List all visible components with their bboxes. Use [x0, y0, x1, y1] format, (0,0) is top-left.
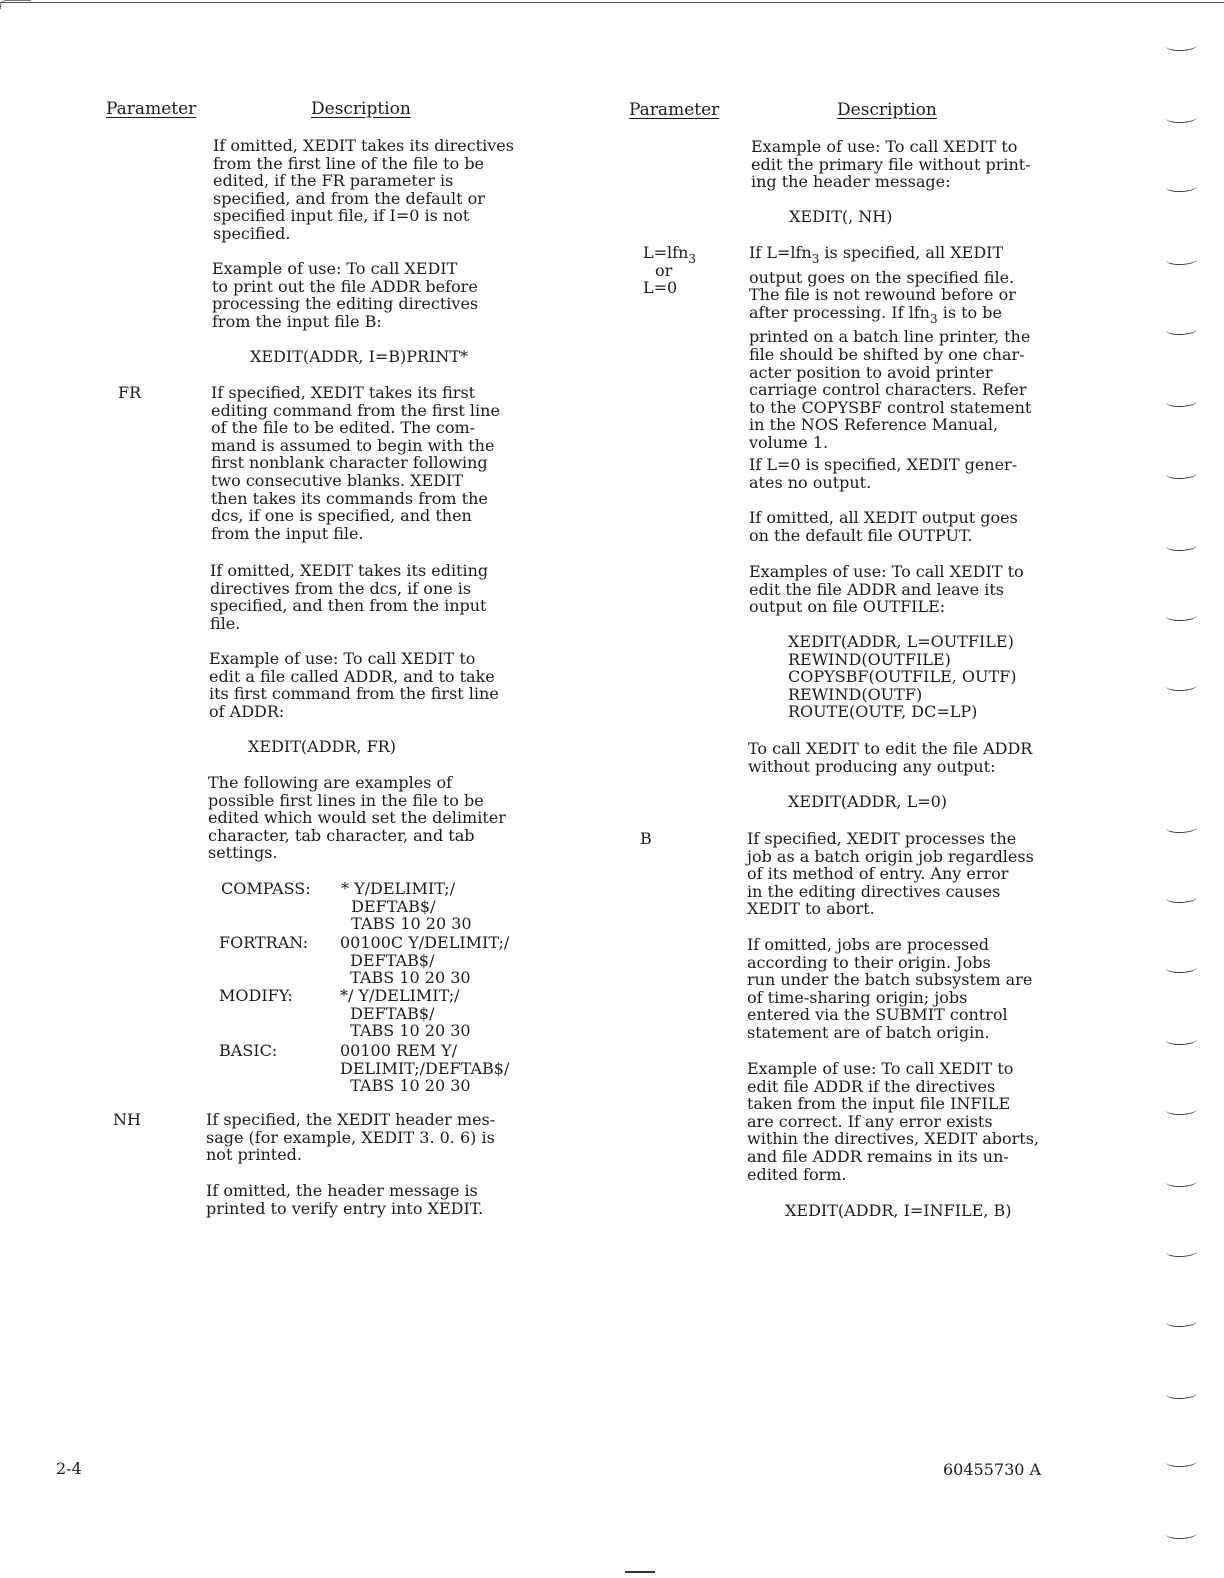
- binder-hole-mark: [1166, 610, 1198, 621]
- binder-hole-mark: [1166, 40, 1198, 51]
- binder-hole-mark: [1166, 1104, 1198, 1115]
- binder-hole-mark: [1166, 1316, 1198, 1327]
- binder-hole-mark: [1166, 254, 1198, 265]
- right-parameter-header: Parameter: [629, 100, 720, 120]
- binder-hole-mark: [1166, 468, 1198, 479]
- binder-hole-mark: [1166, 1388, 1198, 1399]
- l-code-outfile-sequence: XEDIT(ADDR, L=OUTFILE) REWIND(OUTFILE) COPYSBF(OUTFILE, OUTF) REWIND(OUTF) ROUTE(OUTF, DC=LP): [788, 632, 1017, 722]
- left-code-xedit-print: XEDIT(ADDR, I=B)PRINT*: [250, 347, 469, 366]
- lang-value-fortran: 00100C Y/DELIMIT;/ DEFTAB$/ TABS 10 20 30: [340, 933, 510, 988]
- binder-hole-mark: [1166, 1176, 1198, 1187]
- fr-paragraph-example: Example of use: To call XEDIT to edit a file called ADDR, and to take its first command from the first line of ADDR:: [209, 649, 499, 721]
- param-l-zero: L=0: [643, 278, 678, 297]
- binder-hole-mark: [1166, 324, 1198, 335]
- l-paragraph-no-output: To call XEDIT to edit the file ADDR without producing any output:: [748, 739, 1033, 776]
- binder-hole-mark: [1166, 1246, 1198, 1257]
- fr-paragraph-first-lines: The following are examples of possible first lines in the file to be edited which would set the delimiter character, tab character, and tab settings.: [208, 773, 506, 863]
- param-l-or: or: [655, 261, 673, 280]
- lang-label-fortran: FORTRAN:: [219, 933, 309, 952]
- b-paragraph-example: Example of use: To call XEDIT to edit file ADDR if the directives taken from the input file INFILE are correct. If any error exists within the directives, XEDIT aborts, and file ADDR remains in its un- edited form.: [747, 1059, 1039, 1184]
- binder-hole-mark: [1166, 680, 1198, 691]
- param-nh: NH: [113, 1110, 141, 1129]
- b-paragraph-omitted: If omitted, jobs are processed according to their origin. Jobs run under the batch subsystem are of time-sharing origin; jobs entered via the SUBMIT control statement are of batch origin.: [747, 935, 1033, 1042]
- fr-paragraph-omitted: If omitted, XEDIT takes its editing directives from the dcs, if one is specified, and then from the input file.: [210, 561, 489, 633]
- b-paragraph-specified: If specified, XEDIT processes the job as a batch origin job regardless of its method of entry. Any error in the editing directives causes XEDIT to abort.: [747, 829, 1034, 919]
- binder-hole-mark: [1166, 1034, 1198, 1045]
- left-paragraph-example-print: Example of use: To call XEDIT to print out the file ADDR before processing the editing directives from the input file B:: [212, 259, 479, 331]
- l-code-xedit-l0: XEDIT(ADDR, L=0): [788, 792, 948, 811]
- lang-label-compass: COMPASS:: [221, 879, 311, 898]
- lang-label-basic: BASIC:: [219, 1041, 278, 1060]
- right-paragraph-example-nh: Example of use: To call XEDIT to edit the primary file without print- ing the header message:: [751, 137, 1031, 192]
- page-number: 2-4: [56, 1459, 82, 1478]
- param-l-lfn: L=lfn$_3$: [643, 243, 697, 266]
- l-paragraph-omitted: If omitted, all XEDIT output goes on the default file OUTPUT.: [749, 508, 1018, 545]
- fr-code-xedit: XEDIT(ADDR, FR): [248, 737, 396, 756]
- param-fr: FR: [118, 383, 142, 402]
- binder-hole-mark: [1166, 396, 1198, 407]
- l-paragraph-specified: If L=lfn$_3$ is specified, all XEDIT output goes on the specified file. The file is not rewound before or after processing. If lfn$_3$ is to be printed on a batch line printer, the file should be shifted by one char- acter position to avoid printer carriage control characters. Refer to the COPYSBF control statement in the NOS Reference Manual, volume 1.: [749, 243, 1032, 452]
- nh-paragraph-specified: If specified, the XEDIT header mes- sage (for example, XEDIT 3. 0. 6) is not printed.: [206, 1110, 496, 1165]
- top-border-line: [0, 2, 1224, 3]
- binder-hole-mark: [1166, 112, 1198, 123]
- nh-paragraph-omitted: If omitted, the header message is printed to verify entry into XEDIT.: [206, 1181, 484, 1218]
- binder-hole-mark: [1166, 540, 1198, 551]
- document-number: 60455730 A: [943, 1460, 1042, 1479]
- binder-hole-mark: [1166, 1456, 1198, 1467]
- lang-value-basic: 00100 REM Y/ DELIMIT;/DEFTAB$/ TABS 10 20 30: [340, 1041, 510, 1096]
- top-corner-mark: [0, 0, 31, 9]
- right-code-xedit-nh: XEDIT(, NH): [789, 207, 893, 226]
- l-paragraph-examples: Examples of use: To call XEDIT to edit the file ADDR and leave its output on file OUTFILE:: [749, 562, 1024, 617]
- lang-value-compass: * Y/DELIMIT;/ DEFTAB$/ TABS 10 20 30: [341, 879, 472, 934]
- lang-value-modify: */ Y/DELIMIT;/ DEFTAB$/ TABS 10 20 30: [340, 986, 471, 1041]
- binder-hole-mark: [1166, 1528, 1198, 1539]
- bottom-edge-mark: [625, 1571, 655, 1573]
- left-paragraph-omitted-directives: If omitted, XEDIT takes its directives from the first line of the file to be edited, if the FR parameter is specified, and from the default or specified input file, if I=0 is not specified.: [213, 136, 514, 243]
- left-parameter-header: Parameter: [106, 99, 197, 119]
- b-code-xedit-infile: XEDIT(ADDR, I=INFILE, B): [785, 1201, 1012, 1220]
- fr-paragraph-specified: If specified, XEDIT takes its first editing command from the first line of the file to be edited. The com- mand is assumed to begin with the first nonblank character following two consecutive blanks. XEDIT then takes its commands from the dcs, if one is specified, and then from the input file.: [211, 383, 500, 543]
- lang-label-modify: MODIFY:: [219, 986, 293, 1005]
- binder-hole-mark: [1166, 892, 1198, 903]
- binder-hole-mark: [1166, 962, 1198, 973]
- right-description-header: Description: [837, 100, 937, 120]
- l-paragraph-zero: If L=0 is specified, XEDIT gener- ates no output.: [749, 455, 1018, 492]
- binder-hole-mark: [1166, 822, 1198, 833]
- left-description-header: Description: [311, 99, 411, 119]
- binder-hole-mark: [1166, 181, 1198, 192]
- param-b: B: [640, 829, 652, 848]
